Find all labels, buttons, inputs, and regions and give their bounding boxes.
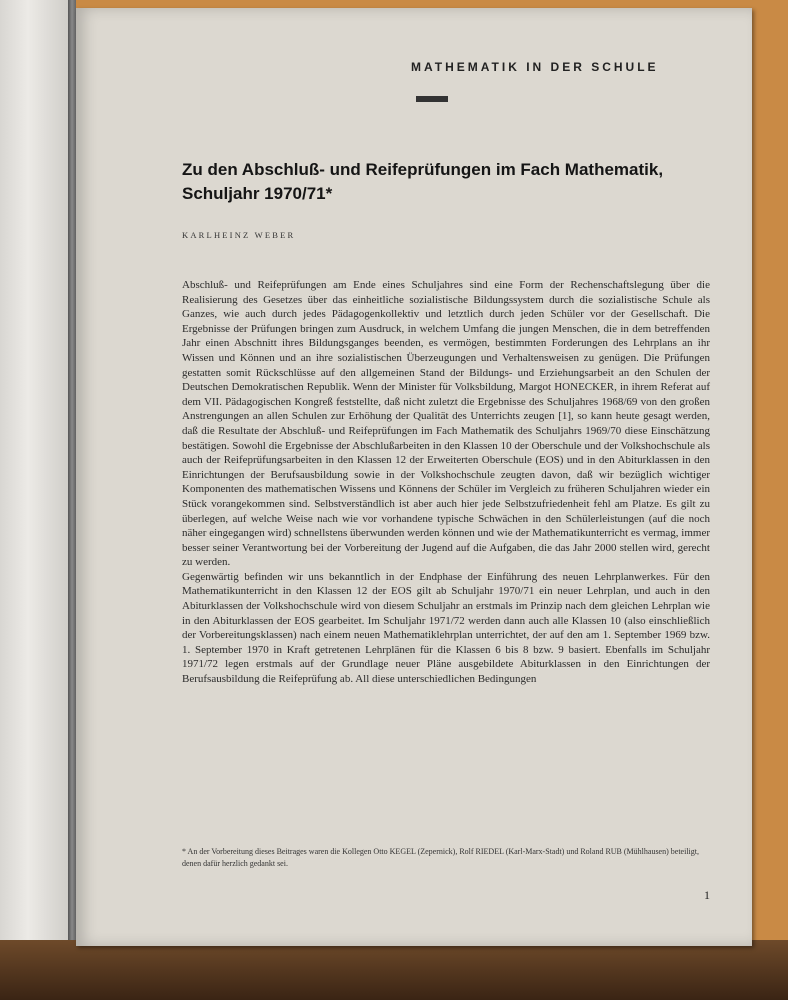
article-body	[182, 278, 710, 687]
paragraph-1: Abschluß- und Reifeprüfungen am Ende eines Schuljahres sind eine Form der Rechenschaftslegung über die Realisierung des Gesetzes über das einheitliche sozialistische Bildungssystem durch die sozialistische Schule als Ganzes, wie auch durch jedes Pädagogenkollektiv und letztlich durch jeden Schüler vor der Gesellschaft. Die Ergebnisse der Prüfungen bringen zum Ausdruck, in welchem Umfang die jungen Menschen, die in dem betreffenden Jahr einen Abschnitt ihres Bildungsganges beenden, es vermögen, bestimmten Forderungen des Lehrplans an ihr Wissen und Können und an ihre sozialistischen Überzeugungen und Verhaltensweisen zu genügen. Die Prüfungen gestatten somit Rückschlüsse auf den allgemeinen Stand der Bildungs- und Erziehungsarbeit an den Schulen der Deutschen Demokratischen Republik. Wenn der Minister für Volksbildung, Margot HONECKER, in ihrem Referat auf dem VII. Pädagogischen Kongreß feststellte, daß nicht zuletzt die Ergebnisse des Schuljahres 1968/69 von den großen Anstrengungen an allen Schulen zur Erhöhung der Qualität des Unterrichts zeugen [1], so kann heute gesagt werden, daß die Resultate der Abschluß- und Reifeprüfungen im Fach Mathematik des Schuljahrs 1969/70 diese Einschätzung bestätigen. Sowohl die Ergebnisse der Abschlußarbeiten in den Klassen 10 der Oberschule und der Volkshochschule als auch der Reifeprüfungsarbeiten in den Klassen 12 der Erweiterten Oberschule (EOS) und in den Abiturklassen in den Einrichtungen der Berufsausbildung sowie in der Volkshochschule zeugten davon, daß wir bezüglich wichtiger Komponenten des mathematischen Wissens und Könnens der Schüler im Vergleich zu früheren Schuljahren wieder ein Stück vorangekommen sind. Selbstverständlich ist aber auch hier jede Selbstzufriedenheit fehl am Platze. Es gilt zu überlegen, auf welche Weise nach wie vor vorhandene typische Schwächen in den Schülerleistungen (auf die noch näher eingegangen wird) schnellstens überwunden werden können und wie der Mathematikunterricht es vermag, immer besser seiner Verantwortung bei der Vorbereitung der Jugend auf die Aufgaben, die das Jahr 2000 stellen wird, gerecht zu werden.	[182, 279, 710, 569]
footnote: * An der Vorbereitung dieses Beitrages waren die Kollegen Otto KEGEL (Zepernick), Rolf RIEDEL (Karl-Marx-Stadt) und Roland RUB (Mühlhausen) beteiligt, denen dafür herzlich gedankt sei.	[182, 847, 699, 868]
author-name: KARLHEINZ WEBER	[182, 230, 296, 240]
table-surface	[0, 940, 788, 1000]
page-number: 1	[704, 888, 710, 902]
paragraph-2: Gegenwärtig befinden wir uns bekanntlich in der Endphase der Einführung des neuen Lehrplanwerkes. Für den Mathematikunterricht in den Klassen 12 der EOS gilt ab Schuljahr 1970/71 ein neuer Lehrplan, und auch in den Abiturklassen der Volkshochschule wird von diesem Schuljahr an erstmals im Prinzip nach dem gleichen Lehrplan wie in den Abiturklassen der EOS gearbeitet. Im Schuljahr 1971/72 werden dann auch alle Klassen 10 (also einschließlich der Vorbereitungsklassen) nach einem neuen Mathematiklehrplan unterrichtet, der auf den am 1. September 1969 bzw. 1. September 1970 in Kraft getretenen Lehrplänen für die Klassen 6 bis 8 bzw. 9 basiert. Ebenfalls im Schuljahr 1971/72 legen erstmals auf der Grundlage neuer Pläne ausgebildete Abiturklassen in den Einrichtungen der Berufsausbildung die Reifeprüfung ab. All diese unterschiedlichen Bedingungen	[182, 570, 710, 686]
left-book-page	[0, 0, 72, 960]
book-spine	[68, 0, 76, 960]
header-ornament	[416, 96, 448, 102]
title-line-1: Zu den Abschluß- und Reifeprüfungen im Fach Mathematik,	[182, 160, 664, 179]
book-page	[76, 8, 752, 946]
title-line-2: Schuljahr 1970/71*	[182, 184, 333, 203]
running-header: MATHEMATIK IN DER SCHULE	[411, 60, 659, 74]
article-title	[182, 158, 742, 206]
